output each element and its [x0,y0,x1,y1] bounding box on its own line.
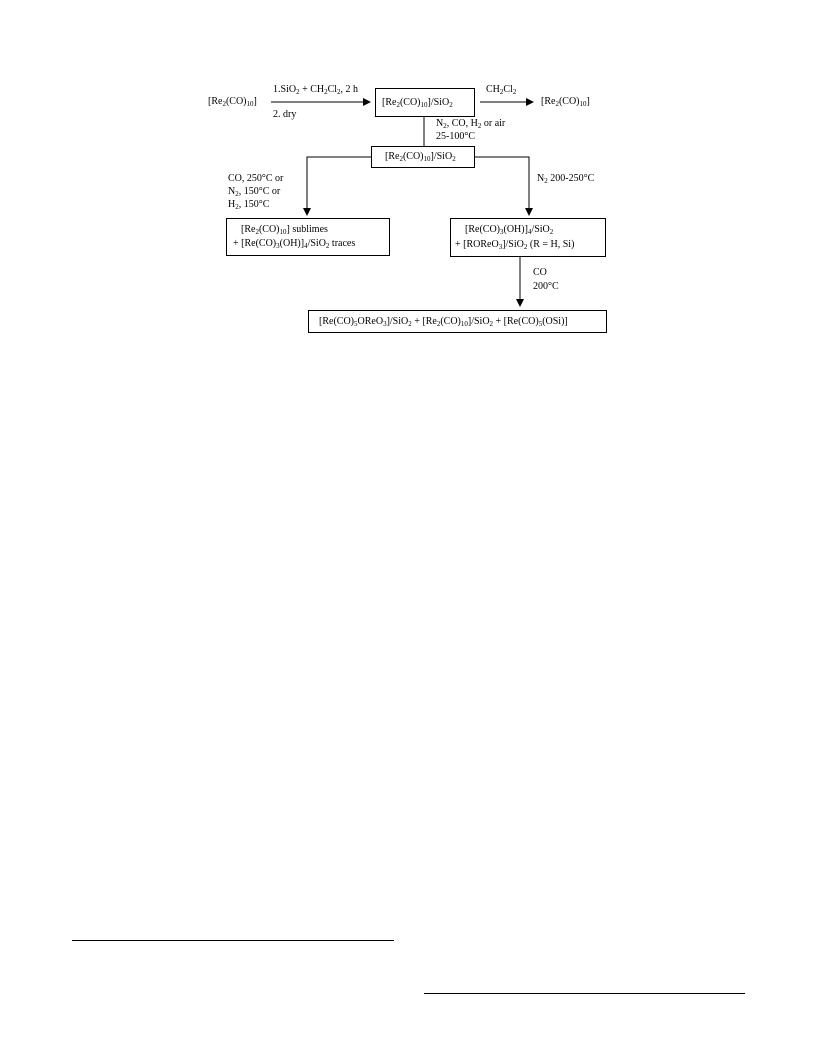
starting-complex: $[Re_2(CO)_{10}]$ [208,96,257,108]
treated-complex-label: $[Re_2(CO)_{10}]/SiO_2$ [385,151,456,163]
sublimation-line-1: $[Re_2(CO)_{10}]$ sublimes [241,224,328,236]
box-final-products [308,310,607,333]
left-condition-n2: $N_2$, 150°C or [228,186,281,198]
left-condition-co: CO, 250°C or [228,173,284,184]
extraction-solvent: $CH_2Cl_2$ [486,84,517,96]
carbonylation-gas: CO [533,267,547,278]
impregnation-conditions: $1.SiO_2 + CH_2Cl_2$, 2 h [273,84,359,96]
extracted-complex: $[Re_2(CO)_{10}]$ [541,96,590,108]
box-decomposition-products [450,218,606,257]
carbonylation-temperature: 200°C [533,281,559,292]
supported-complex-label: $[Re_2(CO)_{10}]/SiO_2$ [382,97,453,109]
right-condition: $N_2$ 200-250°C [537,173,595,185]
footnote-rule-right [424,993,745,994]
final-products-label: $[Re(CO)_5OReO_3]/SiO_2 + [Re_2(CO)_{10}]/SiO_2 + [Re(CO)_5(OSi)]$ [319,316,568,328]
sublimation-line-2: + $[Re(CO)_3(OH)]_4/SiO_2$ traces [233,238,356,250]
footnote-rule [72,940,394,941]
box-supported-complex [375,88,475,117]
left-condition-h2: $H_2$, 150°C [228,199,270,211]
treatment-temperature: 25-100°C [436,131,475,142]
drying-step: 2. dry [273,109,297,120]
decomposition-line-2: + [ROReO$_3$]/SiO$_2$ (R = H, Si) [455,239,575,251]
box-treated-complex [371,146,475,168]
decomposition-line-1: $[Re(CO)_3(OH)]_4/SiO_2$ [465,224,554,236]
arrow-mid-to-right [475,157,529,215]
arrow-mid-to-left [307,157,371,215]
treatment-gases: $N_2$, CO, $H_2$ or air [436,118,506,130]
box-sublimation-products [226,218,390,256]
